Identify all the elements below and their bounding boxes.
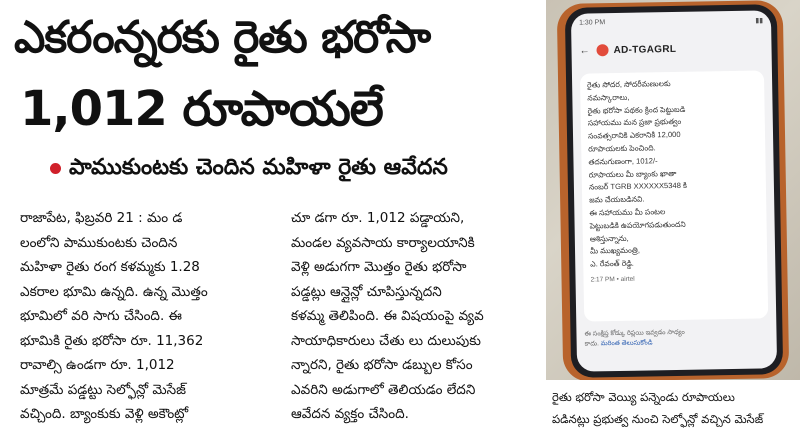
sms-line: రైతు భరోసా పథకం క్రింద పెట్టుబడి	[587, 104, 686, 116]
subheadline-text: పాముకుంటకు చెందిన మహిళా రైతు ఆవేదన	[69, 155, 448, 180]
article-line: ఎవరిని అడుగాలో తెలియడం లేదని	[291, 381, 476, 398]
article-line: సాయాధికారులు చేతు లు దులుపుకు	[291, 332, 481, 349]
back-arrow-icon[interactable]: ←	[579, 44, 590, 57]
sms-line: మీ ముఖ్యమంత్రి,	[589, 245, 640, 256]
sms-line: నమస్కారాలు,	[587, 92, 630, 103]
photo-caption	[552, 386, 800, 430]
article-line: భూమికి రైతు భరోసా రూ. 11,362	[20, 332, 204, 349]
article-line: రాజాపేట, ఫిబ్రవరి 21 : మం డ	[20, 210, 183, 226]
article-line: వచ్చింది. బ్యాంకుకు వెళ్లి అకౌంట్లో	[20, 406, 189, 422]
phone-photo	[546, 0, 800, 380]
footer-prefix: కాదు.	[584, 340, 599, 348]
article-line: లంలోని పాముకుంటకు చెందిన	[20, 234, 178, 251]
sms-line: ఎ. రేవంత్ రెడ్డి.	[590, 258, 634, 269]
sms-line: రైతు సోదర, సోదరీమణులకు	[587, 79, 671, 90]
article-line: ఎకరాల భూమి ఉన్నది. ఉన్న మొత్తం	[20, 283, 208, 300]
sms-message-bubble	[580, 70, 768, 321]
phone-device	[565, 4, 783, 378]
sms-line: రూపాయలు మీ బ్యాంకు ఖాతా	[588, 168, 677, 180]
sms-line: జమ చేయబడినవి.	[589, 194, 645, 205]
article-column-1	[20, 206, 273, 438]
article-line: భూమిలో వరి సాగు చేసింది. ఈ	[20, 308, 182, 324]
status-bar	[579, 16, 763, 31]
article-line: కళమ్మ తెలిపింది. ఈ విషయంపై వ్యవ	[291, 308, 484, 324]
sms-line: రూపాయలకు పెంచింది.	[588, 143, 656, 154]
sms-line: నంబర్ TGRB XXXXXX5348 కి	[588, 181, 688, 192]
message-timestamp: 2:17 PM • airtel	[590, 275, 635, 284]
red-bullet-icon	[50, 163, 61, 174]
phone-screen	[571, 10, 777, 371]
sms-line: ఆశిస్తున్నాను,	[589, 233, 629, 244]
article-line: మండల వ్యవసాయ కార్యాలయానికి	[291, 234, 475, 251]
sms-line: ఈ సహాయము మీ పంటల	[589, 207, 666, 218]
article-line: వెళ్లి అడుగగా మొత్తం రైతు భరోసా	[291, 259, 467, 275]
article-line: మహిళా రైతు రంగ కళమ్మకు 1.28	[20, 259, 200, 275]
sender-avatar	[596, 44, 608, 56]
article-line: న్నారని, రైతు భరోసా డబ్బుల కోసం	[291, 357, 473, 373]
article-column-2	[291, 206, 544, 438]
footer-text: ఈ సంక్షిప్త కోడ్కు రిప్లయి ఇవ్వడం సాధ్యం	[584, 328, 685, 338]
article-line: రావాల్సి ఉండగా రూ. 1,012	[20, 357, 175, 373]
sms-header	[579, 38, 763, 59]
sms-line: తదనుగుణంగా, 1012/-	[588, 156, 658, 167]
article-line: మాత్రమే పడ్డట్టు సెల్ఫోన్లో మెసేజ్	[20, 381, 187, 398]
sms-line: పెట్టుబడికి ఉపయోగపడుతుందని	[589, 219, 686, 231]
article-line: పడ్డట్లు ఆన్లైన్లో చూపిస్తున్నదని	[291, 283, 442, 300]
article-line: ఆవేదన వ్యక్తం చేసింది.	[291, 406, 409, 422]
sms-footer-note	[584, 326, 768, 349]
article-line: చూ డగా రూ. 1,012 పడ్డాయని,	[291, 210, 465, 226]
caption-line-1: రైతు భరోసా వెయ్యి పన్నెండు రూపాయలు	[552, 390, 735, 404]
sms-line: సహాయము మన ప్రజా ప్రభుత్వం	[587, 117, 682, 128]
status-time: 1:30 PM	[578, 19, 606, 27]
learn-more-link[interactable]: మరింత తెలుసుకోండి	[600, 339, 653, 348]
article-body	[20, 206, 544, 438]
sms-line: సంవత్సరానికి ఎకరానికి 12,000	[587, 130, 681, 141]
subheadline	[50, 152, 540, 184]
sender-name: AD-TGAGRL	[613, 43, 677, 56]
headline-line-2: 1,012 రూపాయలే	[20, 81, 383, 137]
battery-icon: ▮▮	[755, 17, 764, 25]
caption-line-2: పడినట్లు ప్రభుత్వ నుంచి సెల్ఫోన్లో వచ్చిన మెసేజ్	[552, 412, 764, 426]
headline-line-1: ఎకరంన్నరకు రైతు భరోసా	[14, 12, 431, 63]
